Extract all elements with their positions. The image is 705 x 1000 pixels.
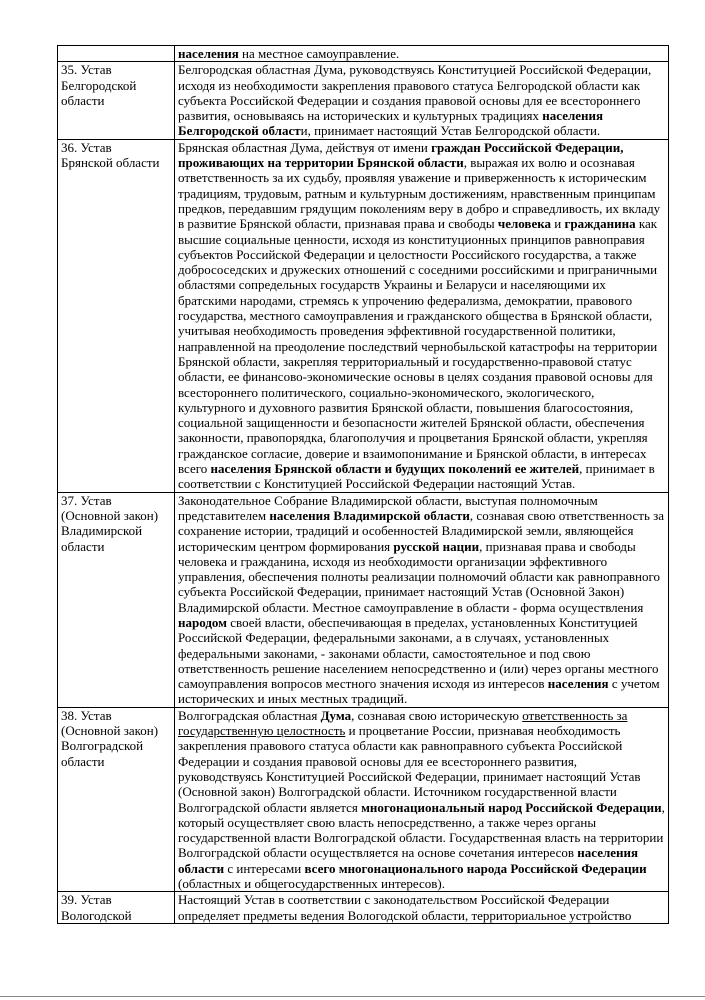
text-segment: , принимает в соответствии с Конституцией Российской Федерации настоящий Устав. (178, 461, 655, 492)
text-segment: (областных и общегосударственных интересов). (178, 876, 445, 892)
text-segment: Законодательное Собрание Владимирской области, выступая полномочным представителем (178, 492, 598, 523)
charter-name-cell (58, 46, 175, 62)
table-row (58, 492, 669, 707)
table-row (58, 892, 669, 924)
table-row (58, 46, 669, 62)
text-segment: , выражая их волю и осознавая ответственность за их судьбу, проявляя уважение и приверженность к историческим традициям, трудовым, ратным и культурным достижениям, нравственным принципам предков, передавшим грядущим поколениям веру в добро и справедливость, их вкладу в развитие Брянской области, признавая права и свободы (178, 155, 661, 232)
text-segment: и процветание России, признавая необходимость закрепления правового статуса области как равноправного субъекта Российской Федерации и создания правовой основы для ее всестороннего развития, руководствуясь Конституцией Российской Федерации, принимает настоящий Устав (Основной закон) Волгоградской области. Источником государственной власти Волгоградской области является (178, 723, 641, 815)
text-segment: с интересами (224, 860, 305, 876)
page-bottom-divider (0, 996, 705, 997)
bold-text: населения Белгородской област (178, 108, 604, 139)
bold-text: народом (178, 614, 228, 630)
bold-text: населения Брянской области и будущих поколений ее жителей (210, 461, 580, 477)
text-segment: Настоящий Устав в соответствии с законодательством Российской Федерации определяет предметы ведения Вологодской области, территориальное устройство (178, 892, 632, 923)
preamble-text-cell (175, 139, 669, 492)
bold-text: русской нации (393, 538, 480, 554)
bold-text: населения Владимирской области (269, 507, 470, 523)
preamble-text-cell (175, 707, 669, 892)
table-body (58, 46, 669, 924)
text-segment: Волгоградская областная (178, 707, 321, 723)
preamble-text-cell (175, 46, 669, 62)
bold-text: граждан Российской Федерации, проживающих на территории Брянской области (178, 139, 624, 171)
table-row (58, 139, 669, 492)
charter-name-cell: 35. Устав Белгородской области (58, 62, 175, 139)
bold-text: населения области (178, 845, 639, 876)
charter-name-cell: 36. Устав Брянской области (58, 139, 175, 492)
text-segment: и (551, 216, 565, 232)
bold-text: населения (178, 46, 239, 61)
bold-text: Дума (320, 707, 352, 723)
text-segment: на местное самоуправление. (238, 46, 400, 61)
text-segment: и, принимает настоящий Устав Белгородской области. (300, 123, 601, 139)
text-segment: , сознавая свою историческую (351, 707, 523, 723)
text-segment: , признавая права и свободы человека и гражданина, исходя из необходимости организации эффективного управления, обеспечения полноты реализации полномочий области как равноправного субъекта Российской Федерации, принимает настоящий Устав (Основной Закон) Владимирской области. Местное самоуправление в области - форма осуществления (178, 538, 660, 615)
text-segment: своей власти, обеспечивающая в пределах, установленных Конституцией Российской Федерации, федеральными законами, а в случаях, установленных федеральными законами, - законами области, самостоятельное и под свою ответственность решение населением непосредственно и (или) через органы местного самоуправления вопросов местного значения исходя из интересов (178, 614, 659, 692)
text-segment: с учетом исторических и иных местных традиций. (178, 676, 660, 707)
preamble-text-cell (175, 492, 669, 707)
table-row (58, 707, 669, 892)
text-segment: Брянская областная Дума, действуя от имени (178, 139, 432, 155)
table-row (58, 62, 669, 139)
bold-text: населения (547, 676, 609, 692)
text-segment: , сознавая свою ответственность за сохранение истории, традиций и особенностей Владимирской земли, являющейся историческим центром формирования (178, 507, 665, 554)
charter-name-cell: 39. Устав Вологодской (58, 892, 175, 924)
bold-text: гражданина (564, 216, 636, 232)
charter-name-cell: 38. Устав (Основной закон) Волгоградской области (58, 707, 175, 892)
preamble-text-cell (175, 62, 669, 139)
charter-name-cell: 37. Устав (Основной закон) Владимирской области (58, 492, 175, 707)
underlined-text: ответственность за государственную целостность (178, 707, 628, 739)
text-segment: , который осуществляет свою власть непосредственно, а также через органы государственной власти Волгоградской области. Государственная власть на территории Волгоградской области осуществляется на основе сочетания интересов (178, 799, 665, 861)
bold-text: многонациональный народ Российской Федерации (361, 799, 662, 815)
charters-table (57, 45, 669, 924)
text-segment: Белгородская областная Дума, руководствуясь Конституцией Российской Федерации, исходя из необходимости закрепления правового статуса Белгородской области как субъекта Российской Федерации и создания правовой основы для ее всестороннего развития, основываясь на исторических и культурных традициях (178, 62, 652, 124)
preamble-text-cell (175, 892, 669, 924)
text-segment: как высшие социальные ценности, исходя из конституционных принципов равноправия субъектов Российской Федерации и целостности Российского государства, а также добрососедских и дружеских отношений с соседними российскими и приграничными областями сопредельных государств Украины и Беларуси и населяющими их братскими народами, стремясь к упрочению федерализма, демократии, правового государства, местного самоуправления и гражданского общества в Брянской области, учитывая необходимость проведения эффективной государственной политики, направленной на преодоление последствий чернобыльской катастрофы на территории Брянской области, закрепляя территориальный и государственно-правовой статус области, ее финансово-экономические основы в целях создания правовой основы для всестороннего политического, социально-экономического, экологического, культурного и духовного развития Брянской области, повышения благосостояния, социальной защищенности и безопасности жителей Брянской области, обеспечения законности, правопорядка, благополучия и процветания Брянской области, укрепляя гражданское согласие, доверие и взаимопонимание и Брянской области, в интересах всего (178, 216, 658, 477)
bold-text: всего многонационального народа Российской Федерации (304, 860, 647, 876)
bold-text: человека (497, 216, 552, 232)
